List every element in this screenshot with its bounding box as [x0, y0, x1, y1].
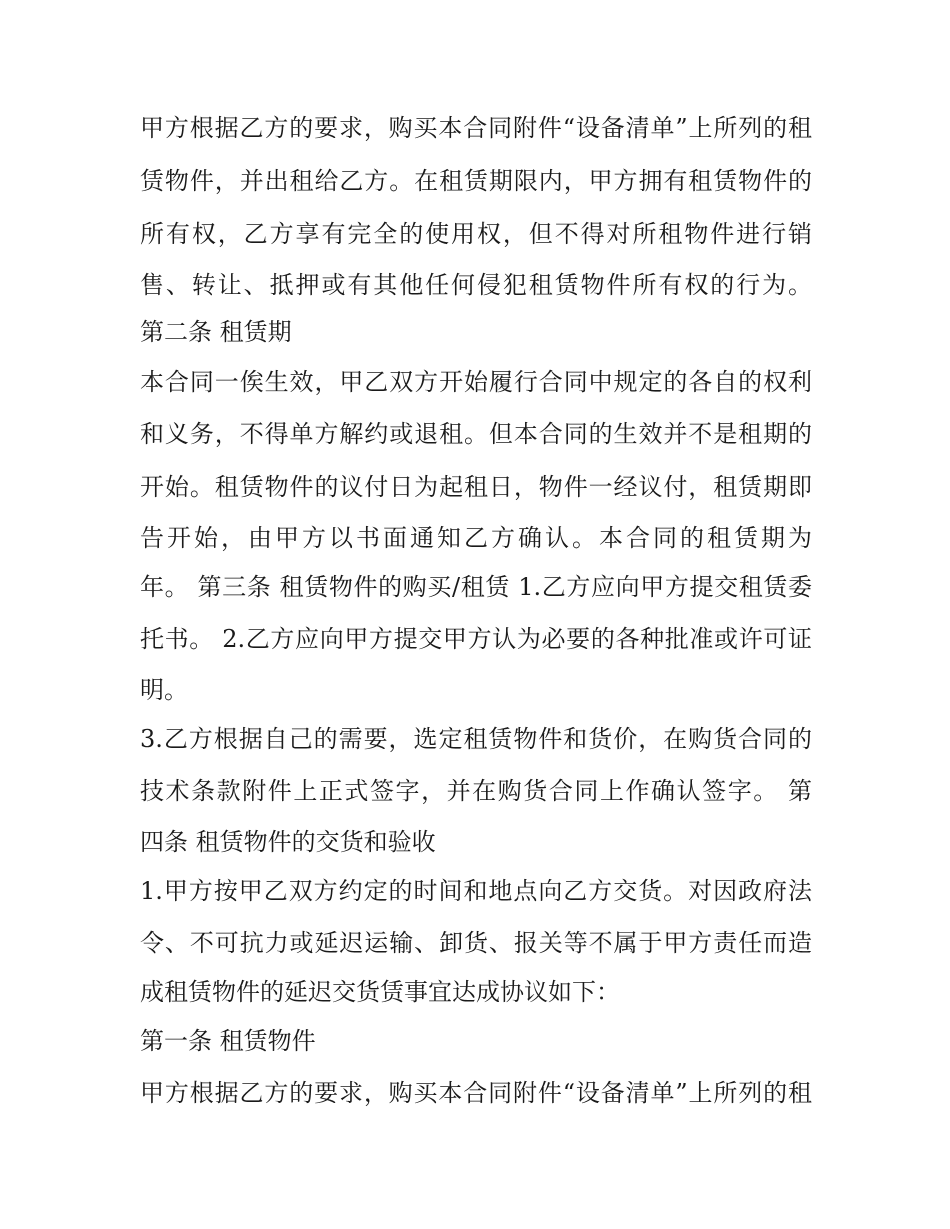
text-line-14: 技术条款附件上正式签字，并在购货合同上作确认签字。 第: [140, 777, 812, 805]
text-line-7: 和义务，不得单方解约或退租。但本合同的生效并不是租期的: [140, 420, 812, 448]
text-line-20: 甲方根据乙方的要求，购买本合同附件“设备清单”上所列的租: [140, 1079, 812, 1107]
text-line-6: 本合同一俟生效，甲乙双方开始履行合同中规定的各自的权利: [140, 368, 812, 396]
text-line-13: 3.乙方根据自己的需要，选定租赁物件和货价，在购货合同的: [140, 725, 812, 753]
text-line-11: 托书。 2.乙方应向甲方提交甲方认为必要的各种批准或许可证: [140, 625, 812, 653]
text-line-17: 令、不可抗力或延迟运输、卸货、报关等不属于甲方责任而造: [140, 929, 812, 957]
text-line-16: 1.甲方按甲乙双方约定的时间和地点向乙方交货。对因政府法: [140, 877, 812, 905]
text-line-10: 年。 第三条 租赁物件的购买/租赁 1.乙方应向甲方提交租赁委: [140, 573, 812, 601]
text-line-2: 赁物件，并出租给乙方。在租赁期限内，甲方拥有租赁物件的: [140, 167, 812, 195]
section-heading-1: 第一条 租赁物件: [140, 1027, 316, 1055]
text-line-12: 明。: [140, 676, 188, 704]
text-line-3: 所有权，乙方享有完全的使用权，但不得对所租物件进行销: [140, 220, 812, 248]
text-line-18: 成租赁物件的延迟交货赁事宜达成协议如下：: [140, 978, 620, 1006]
text-line-4: 售、转让、抵押或有其他任何侵犯租赁物件所有权的行为。: [140, 271, 812, 299]
text-line-9: 告开始，由甲方以书面通知乙方确认。本合同的租赁期为: [140, 524, 812, 552]
section-heading-2: 第二条 租赁期: [140, 318, 292, 346]
section-heading-4: 四条 租赁物件的交货和验收: [140, 828, 436, 856]
text-line-1: 甲方根据乙方的要求，购买本合同附件“设备清单”上所列的租: [140, 114, 812, 142]
text-line-8: 开始。租赁物件的议付日为起租日，物件一经议付，租赁期即: [140, 473, 812, 501]
